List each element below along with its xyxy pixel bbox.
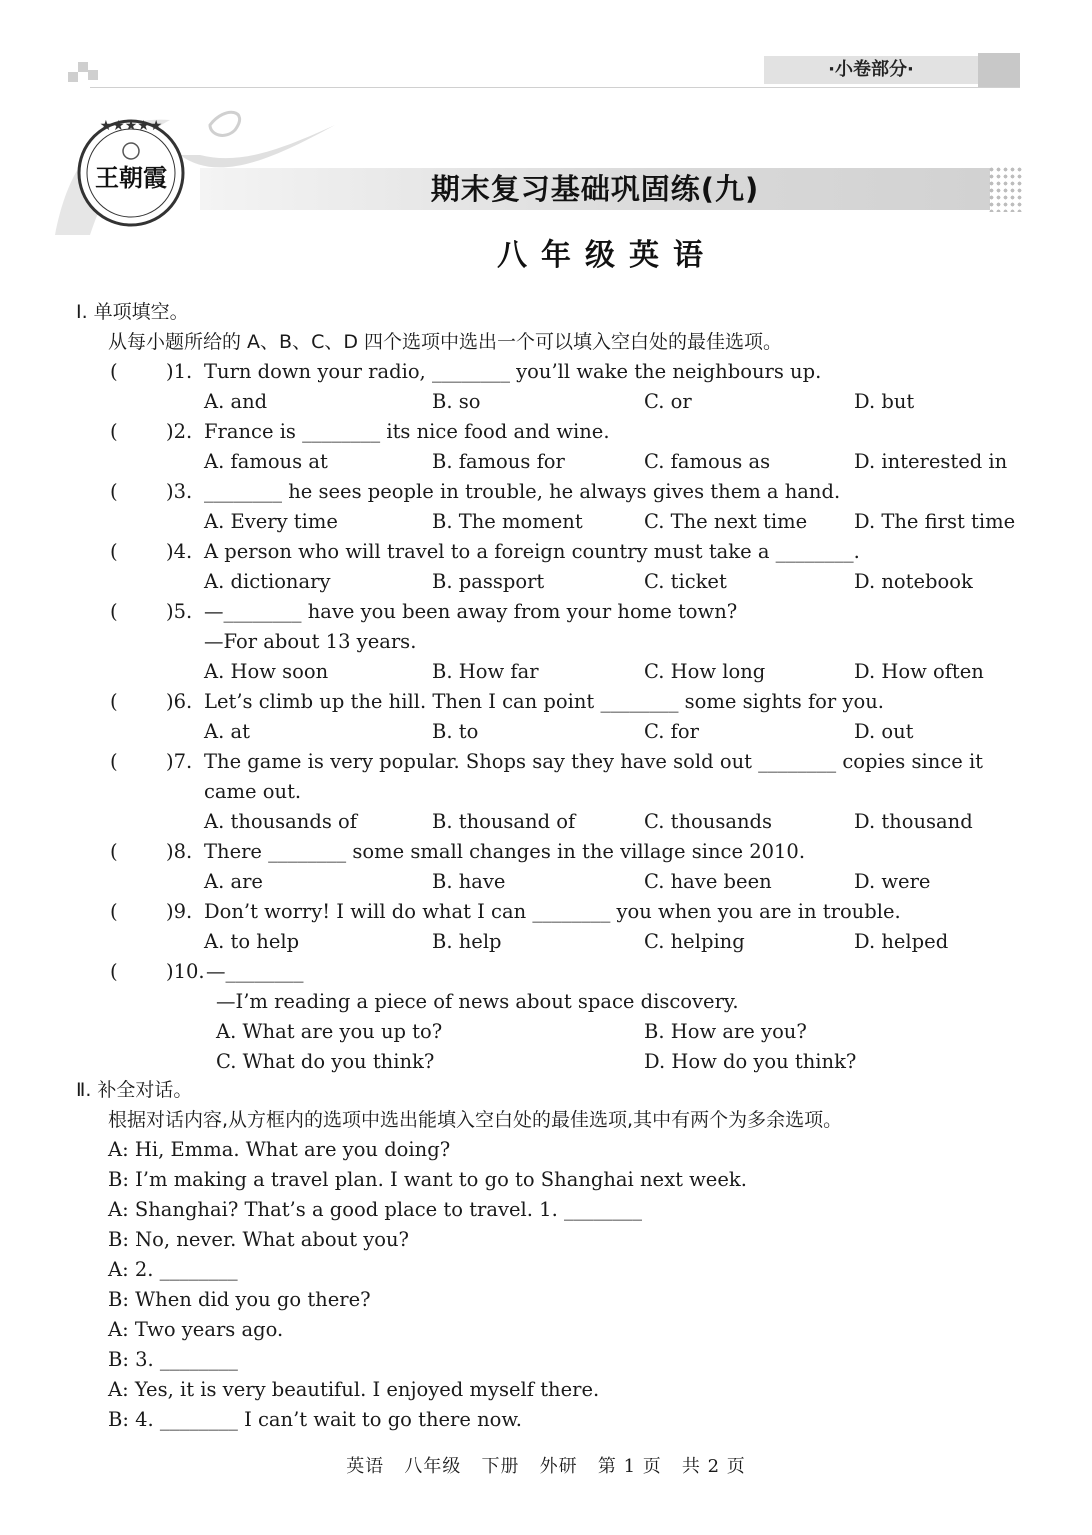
dialogue-line: A: Yes, it is very beautiful. I enjoyed myself there. [108, 1378, 600, 1401]
answer-option: D. thousand [854, 810, 973, 833]
question-stem: —________ [206, 960, 304, 983]
answer-paren[interactable]: ( [110, 960, 118, 983]
dialogue-line: B: I’m making a travel plan. I want to go to Shanghai next week. [108, 1168, 747, 1191]
answer-option: B. The moment [432, 510, 583, 533]
answer-paren[interactable]: ( [110, 480, 118, 503]
answer-option: C. thousands [644, 810, 772, 833]
question-stem-continued: came out. [204, 780, 302, 803]
question-stem-continued: —I’m reading a piece of news about space discovery. [216, 990, 739, 1013]
question-number: )10. [166, 960, 205, 983]
answer-option: B. thousand of [432, 810, 576, 833]
part2-instruction: 根据对话内容,从方框内的选项中选出能填入空白处的最佳选项,其中有两个为多余选项。 [108, 1109, 843, 1131]
dialogue-line: A: Shanghai? That’s a good place to travel. 1. ________ [108, 1198, 642, 1221]
brand-logo-seal [76, 118, 186, 228]
logo-wordmark: 王朝霞 [95, 163, 167, 192]
part1-instruction: 从每小题所给的 A、B、C、D 四个选项中选出一个可以填入空白处的最佳选项。 [108, 331, 783, 353]
question-stem: The game is very popular. Shops say they have sold out ________ copies since it [204, 750, 984, 773]
answer-option: B. have [432, 870, 506, 893]
page-subtitle: 八年级英语 [497, 238, 717, 273]
answer-option: D. The first time [854, 510, 1016, 533]
part1-heading: Ⅰ. 单项填空。 [76, 301, 189, 323]
question-stem: Let’s climb up the hill. Then I can point ________ some sights for you. [204, 690, 884, 713]
answer-option: C. What do you think? [216, 1050, 435, 1073]
question-stem: France is ________ its nice food and wine. [204, 420, 610, 443]
question-stem-continued: —For about 13 years. [204, 630, 417, 653]
question-number: )3. [166, 480, 193, 503]
answer-option: D. interested in [854, 450, 1008, 473]
answer-option: C. ticket [644, 570, 727, 593]
answer-option: D. How do you think? [644, 1050, 857, 1073]
answer-option: B. passport [432, 570, 545, 593]
answer-option: B. famous for [432, 450, 565, 473]
answer-option: C. famous as [644, 450, 771, 473]
answer-option: C. for [644, 720, 699, 743]
title-dots [988, 166, 1024, 212]
question-stem: Turn down your radio, ________ you’ll wake the neighbours up. [204, 360, 822, 383]
answer-paren[interactable]: ( [110, 360, 118, 383]
answer-option: A. and [204, 390, 268, 413]
dialogue-line: B: No, never. What about you? [108, 1228, 410, 1251]
answer-option: D. How often [854, 660, 984, 683]
answer-option: C. How long [644, 660, 766, 683]
answer-option: D. notebook [854, 570, 973, 593]
answer-option: B. How far [432, 660, 539, 683]
dialogue-line: B: 4. ________ I can’t wait to go there now. [108, 1408, 522, 1431]
answer-paren[interactable]: ( [110, 540, 118, 563]
section-tab-accent [978, 53, 1020, 87]
part2-heading: Ⅱ. 补全对话。 [76, 1079, 193, 1101]
question-stem: There ________ some small changes in the village since 2010. [204, 840, 806, 863]
answer-option: D. but [854, 390, 915, 413]
answer-option: B. How are you? [644, 1020, 807, 1043]
answer-option: C. have been [644, 870, 772, 893]
answer-option: B. help [432, 930, 502, 953]
section-tab: ·小卷部分· [764, 56, 978, 84]
answer-option: B. so [432, 390, 481, 413]
answer-option: C. helping [644, 930, 745, 953]
answer-paren[interactable]: ( [110, 420, 118, 443]
answer-option: B. to [432, 720, 479, 743]
question-stem: ________ he sees people in trouble, he always gives them a hand. [204, 480, 841, 503]
question-number: )6. [166, 690, 193, 713]
question-stem: Don’t worry! I will do what I can ________ you when you are in trouble. [204, 900, 901, 923]
answer-option: C. The next time [644, 510, 808, 533]
answer-option: A. famous at [204, 450, 328, 473]
question-number: )4. [166, 540, 193, 563]
question-number: )7. [166, 750, 193, 773]
dialogue-line: A: Two years ago. [108, 1318, 284, 1341]
dialogue-line: B: When did you go there? [108, 1288, 371, 1311]
answer-option: A. thousands of [204, 810, 358, 833]
answer-option: D. were [854, 870, 931, 893]
question-number: )5. [166, 600, 193, 623]
header-rule [90, 87, 1020, 88]
answer-option: A. at [204, 720, 250, 743]
question-number: )8. [166, 840, 193, 863]
question-stem: —________ have you been away from your home town? [204, 600, 738, 623]
answer-option: A. What are you up to? [216, 1020, 443, 1043]
svg-text:★★★★★: ★★★★★ [99, 118, 163, 134]
answer-option: A. Every time [204, 510, 338, 533]
answer-option: A. dictionary [204, 570, 331, 593]
dialogue-line: A: Hi, Emma. What are you doing? [108, 1138, 451, 1161]
page-title: 期末复习基础巩固练(九) [430, 172, 760, 206]
answer-option: C. or [644, 390, 692, 413]
answer-option: D. helped [854, 930, 949, 953]
answer-option: A. are [204, 870, 263, 893]
question-number: )1. [166, 360, 193, 383]
dialogue-line: B: 3. ________ [108, 1348, 238, 1371]
dialogue-line: A: 2. ________ [108, 1258, 238, 1281]
answer-paren[interactable]: ( [110, 840, 118, 863]
answer-option: A. How soon [204, 660, 329, 683]
answer-paren[interactable]: ( [110, 750, 118, 773]
question-number: )9. [166, 900, 193, 923]
question-number: )2. [166, 420, 193, 443]
answer-paren[interactable]: ( [110, 600, 118, 623]
question-stem: A person who will travel to a foreign country must take a ________. [204, 540, 860, 563]
answer-option: D. out [854, 720, 914, 743]
answer-paren[interactable]: ( [110, 900, 118, 923]
answer-paren[interactable]: ( [110, 690, 118, 713]
answer-option: A. to help [204, 930, 300, 953]
page-footer: 英语 八年级 下册 外研 第 1 页 共 2 页 [346, 1456, 746, 1477]
